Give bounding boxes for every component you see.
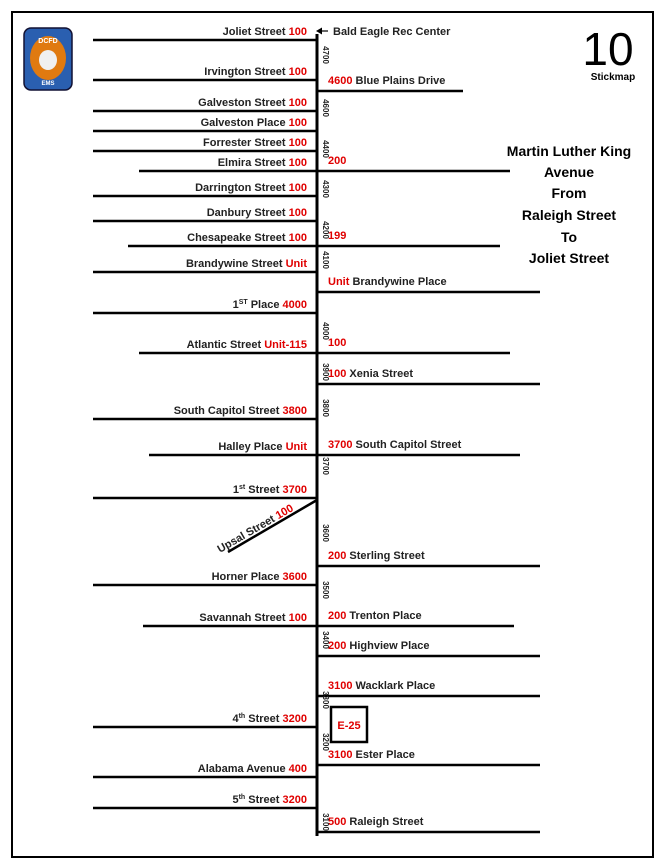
street-label: South Capitol Street 3800 — [173, 405, 307, 417]
street-label: Brandywine Street Unit — [185, 258, 307, 270]
street-label: 200 Sterling Street — [328, 550, 425, 562]
street-label: Galveston Street 100 — [198, 97, 307, 109]
street-label: 1st Street 3700 — [232, 484, 307, 496]
block-number: 4100 — [321, 251, 330, 269]
block-number: 3300 — [321, 691, 330, 709]
left-street — [93, 794, 317, 808]
right-street — [317, 230, 500, 246]
left-street — [93, 484, 317, 498]
street-label: Chesapeake Street 100 — [187, 232, 307, 244]
street-label: 500 Raleigh Street — [328, 816, 424, 828]
station-e25 — [331, 707, 367, 742]
right-street — [317, 276, 540, 292]
left-street — [149, 441, 317, 455]
title-line: Raleigh Street — [521, 207, 617, 223]
right-street — [317, 816, 540, 832]
left-street — [93, 763, 317, 777]
svg-text:Upsal Street 100: Upsal Street 100 — [215, 502, 296, 556]
end-marker — [316, 26, 451, 38]
title-line: To — [560, 229, 578, 245]
right-street — [317, 439, 520, 455]
left-street — [93, 207, 317, 221]
street-label: Irvington Street 100 — [204, 66, 307, 78]
right-street — [317, 337, 510, 353]
map-title — [507, 143, 631, 266]
left-street — [93, 571, 317, 585]
street-label: Galveston Place 100 — [200, 117, 307, 129]
block-number: 4000 — [321, 322, 330, 340]
block-number: 4700 — [321, 46, 330, 64]
left-street — [139, 157, 317, 171]
left-street — [93, 66, 317, 80]
street-label: Joliet Street 100 — [222, 26, 307, 38]
block-number: 3900 — [321, 363, 330, 381]
street-label: 3100 Ester Place — [328, 749, 415, 761]
street-label: Horner Place 3600 — [211, 571, 307, 583]
block-number: 3200 — [321, 733, 330, 751]
street-label: 200 Highview Place — [328, 640, 430, 652]
title-line: Avenue — [543, 164, 595, 180]
logo-text-bottom: EMS — [41, 81, 55, 87]
title-line: Joliet Street — [528, 250, 610, 266]
block-number: 4200 — [321, 221, 330, 239]
logo-text-top: DCFD — [38, 38, 58, 45]
title-line: From — [551, 185, 587, 201]
block-number: 3500 — [321, 581, 330, 599]
street-label: 100 Xenia Street — [328, 368, 414, 380]
block-number: 4300 — [321, 180, 330, 198]
block-number: 4600 — [321, 99, 330, 117]
right-street — [317, 550, 540, 566]
street-label: 1ST Place 4000 — [232, 299, 307, 311]
right-street — [317, 368, 540, 384]
street-label: 199 — [328, 230, 347, 242]
block-number: 3800 — [321, 399, 330, 417]
street-label: Atlantic Street Unit-115 — [186, 339, 307, 351]
street-label: Elmira Street 100 — [217, 157, 307, 169]
street-label: Unit Brandywine Place — [328, 276, 447, 288]
left-street — [93, 26, 317, 40]
left-street — [93, 97, 317, 111]
left-street — [143, 612, 317, 626]
left-street — [93, 713, 317, 727]
right-street — [317, 610, 514, 626]
street-label: 5th Street 3200 — [232, 794, 307, 806]
left-street — [93, 258, 317, 272]
right-street — [317, 155, 510, 171]
block-number: 3600 — [321, 524, 330, 542]
map-subtitle: Stickmap — [590, 72, 636, 83]
street-label: Savannah Street 100 — [199, 612, 307, 624]
block-number: 4400 — [321, 140, 330, 158]
title-line: Martin Luther King — [506, 143, 632, 159]
street-label: Darrington Street 100 — [195, 182, 307, 194]
upsal-street-label — [216, 502, 296, 555]
left-street — [128, 232, 317, 246]
street-label: 4600 Blue Plains Drive — [328, 75, 446, 87]
block-number: 3700 — [321, 457, 330, 475]
right-street — [317, 640, 540, 656]
street-label: Alabama Avenue 400 — [197, 763, 307, 775]
street-label: 3100 Wacklark Place — [328, 680, 436, 692]
street-label: 100 — [328, 337, 347, 349]
left-street — [93, 117, 317, 131]
left-street — [139, 339, 317, 353]
left-street — [93, 299, 317, 313]
street-label: Forrester Street 100 — [203, 137, 307, 149]
right-street — [317, 680, 540, 696]
end-marker-label: Bald Eagle Rec Center — [333, 26, 451, 38]
left-street — [93, 137, 317, 151]
street-label: Halley Place Unit — [218, 441, 307, 453]
street-label: Danbury Street 100 — [206, 207, 307, 219]
street-label: 3700 South Capitol Street — [328, 439, 462, 451]
dcfd-logo — [24, 28, 72, 90]
street-label: 200 Trenton Place — [328, 610, 422, 622]
right-street — [317, 749, 540, 765]
right-street — [317, 75, 463, 91]
block-number: 3100 — [321, 813, 330, 831]
street-label: 200 — [328, 155, 347, 167]
station-label: E-25 — [337, 720, 361, 732]
map-number: 10 — [582, 23, 634, 75]
left-street — [93, 182, 317, 196]
block-number: 3400 — [321, 631, 330, 649]
left-street — [93, 405, 317, 419]
street-label: 4th Street 3200 — [232, 713, 307, 725]
